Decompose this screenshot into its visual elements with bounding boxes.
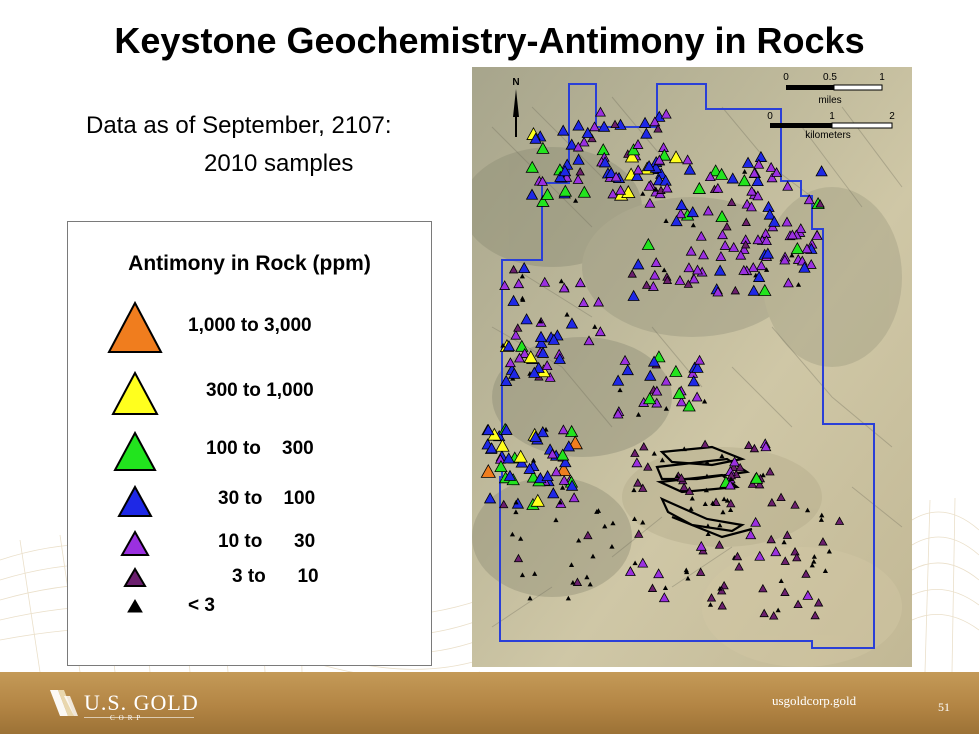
legend-swatch bbox=[125, 569, 145, 586]
legend-label: 30 to 100 bbox=[218, 488, 316, 509]
legend-swatch bbox=[128, 600, 142, 612]
scale-miles-tick: 0 bbox=[783, 72, 789, 83]
company-logo-icon bbox=[48, 686, 80, 720]
triangle-marker-icon bbox=[110, 370, 160, 418]
map-canvas bbox=[472, 67, 912, 667]
legend-swatch bbox=[122, 532, 148, 555]
legend-item bbox=[68, 370, 431, 430]
legend-swatch bbox=[115, 433, 155, 470]
legend-label: 300 to 1,000 bbox=[206, 380, 314, 401]
legend-swatch bbox=[109, 303, 161, 352]
legend bbox=[67, 221, 432, 666]
legend-swatch bbox=[119, 487, 151, 516]
triangle-marker-icon bbox=[112, 430, 158, 474]
legend-label: 100 to 300 bbox=[206, 438, 314, 459]
scale-miles-tick: 1 bbox=[879, 72, 885, 83]
triangle-marker-icon bbox=[119, 529, 151, 559]
logo-text: U.S. GOLD bbox=[84, 690, 199, 715]
sample-count-text: 2010 samples bbox=[204, 150, 354, 177]
scale-km-unit: kilometers bbox=[805, 130, 851, 141]
scale-bar bbox=[767, 69, 910, 143]
slide-title: Keystone Geochemistry-Antimony in Rocks bbox=[114, 20, 865, 61]
scale-miles-tick: 0.5 bbox=[823, 72, 837, 83]
footer-bar bbox=[0, 672, 979, 734]
page-number: 51 bbox=[938, 700, 950, 714]
legend-label: 1,000 to 3,000 bbox=[188, 315, 312, 336]
legend-label: 10 to 30 bbox=[218, 531, 316, 552]
geochemistry-map bbox=[472, 67, 912, 667]
website-link[interactable]: usgoldcorp.gold bbox=[772, 693, 857, 708]
triangle-marker-icon bbox=[123, 567, 147, 589]
triangle-marker-icon bbox=[116, 484, 154, 520]
legend-swatch bbox=[113, 373, 157, 414]
scale-km-tick: 0 bbox=[767, 111, 773, 122]
scale-km-tick: 2 bbox=[889, 111, 895, 122]
legend-label: 3 to 10 bbox=[232, 566, 319, 587]
north-label: N bbox=[512, 77, 520, 88]
legend-item bbox=[68, 597, 431, 657]
scale-km-tick: 1 bbox=[829, 111, 835, 122]
legend-label: < 3 bbox=[188, 595, 215, 616]
triangle-marker-icon bbox=[106, 300, 164, 356]
data-date-text: Data as of September, 2107: bbox=[86, 112, 392, 139]
legend-item bbox=[68, 300, 431, 360]
logo-subtext: CORP bbox=[110, 714, 145, 722]
legend-title: Antimony in Rock (ppm) bbox=[128, 252, 371, 275]
legend-item bbox=[68, 430, 431, 490]
scale-miles-unit: miles bbox=[818, 95, 842, 106]
triangle-marker-icon bbox=[127, 599, 143, 613]
